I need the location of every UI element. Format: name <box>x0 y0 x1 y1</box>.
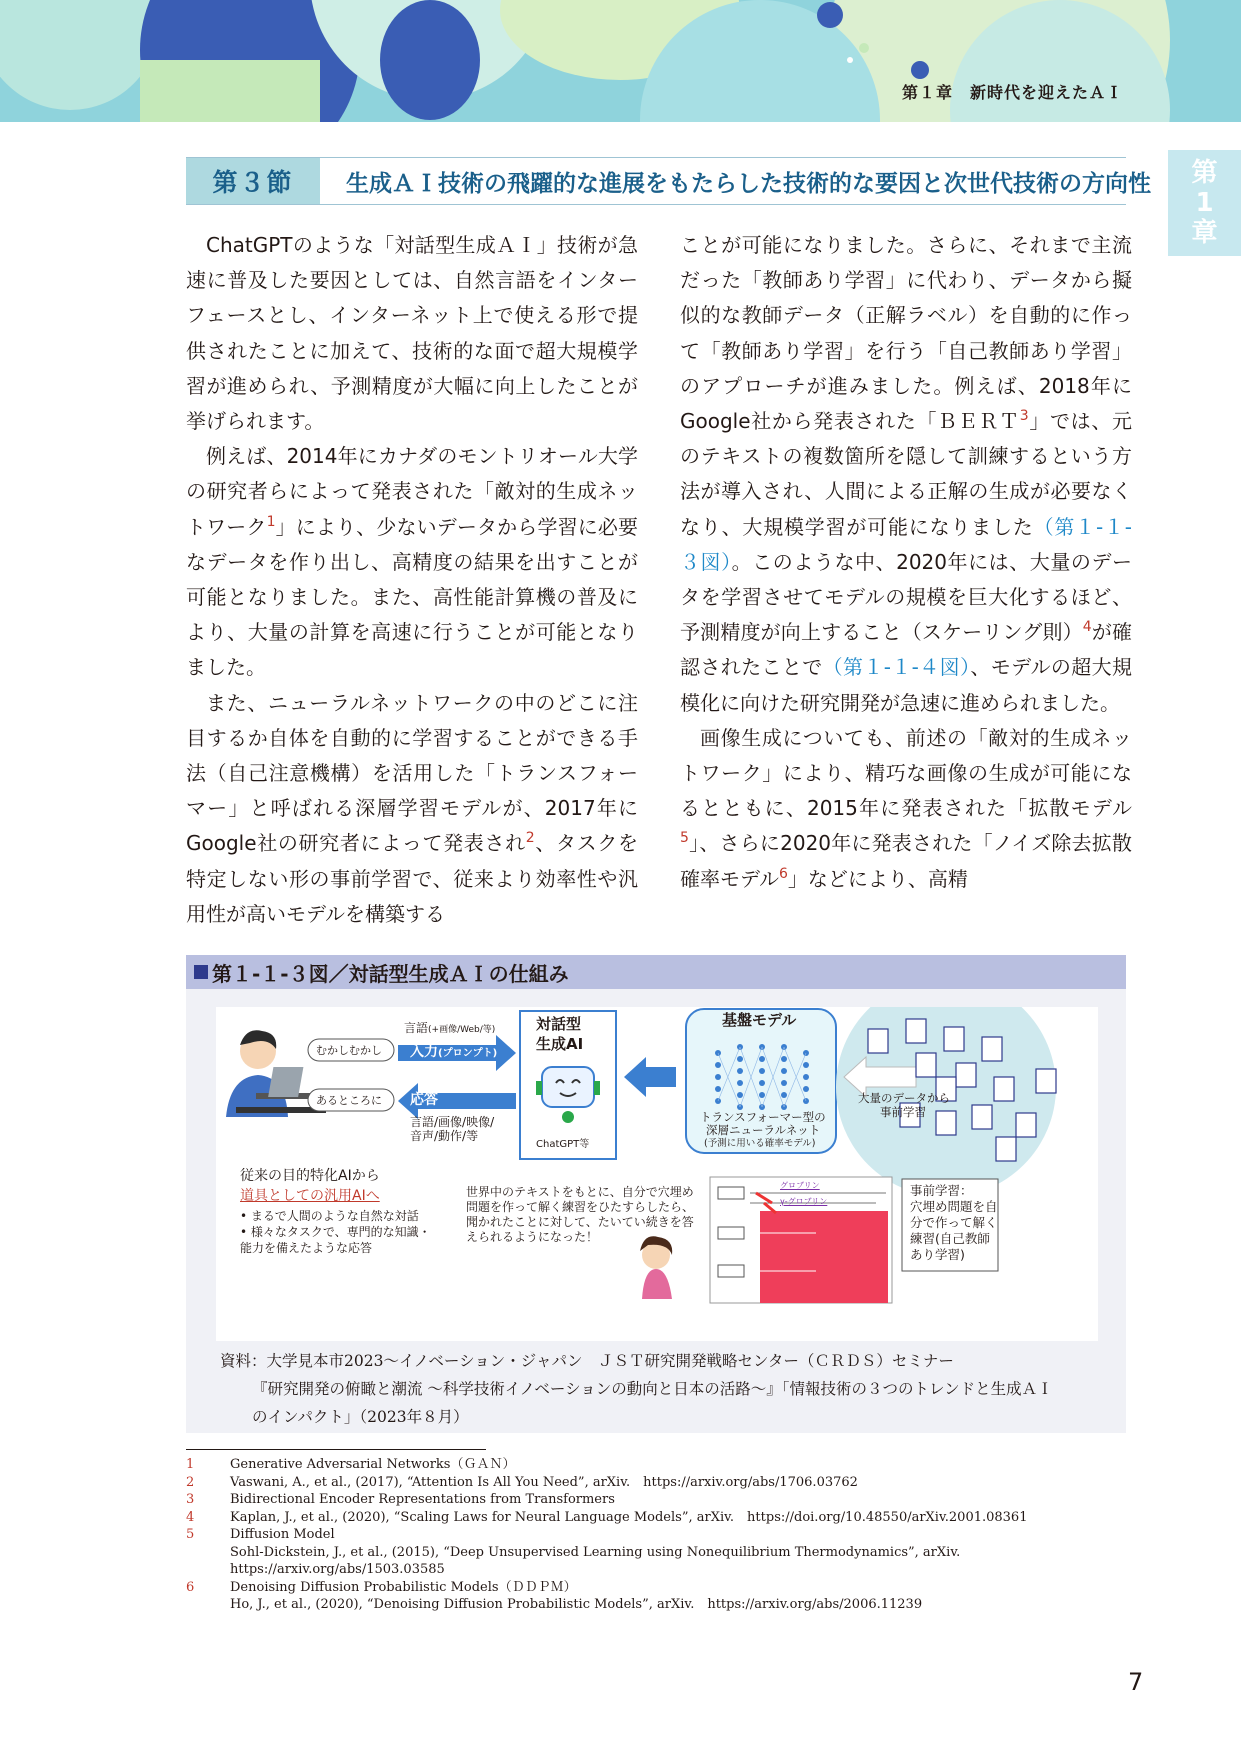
footnote-ref[interactable]: 4 <box>1082 619 1092 636</box>
input-arrow-label <box>410 1045 497 1061</box>
pretrain-box-text: 練習(自己教師 <box>910 1231 990 1246</box>
girl-icon <box>640 1236 672 1299</box>
pretrain-label: 事前学習 <box>880 1105 926 1119</box>
footnotes <box>186 1456 1126 1614</box>
body-column-right <box>680 228 1132 897</box>
input-label <box>404 1021 495 1038</box>
footnote-text[interactable]: Vaswani, A., et al., (2017), “Attention Is All You Need”, arXiv. https://arxiv.org/abs/1706.03762 <box>230 1474 858 1490</box>
figure-ref-link[interactable]: （第１-１-４図） <box>822 655 971 680</box>
figure-diagram <box>216 1007 1098 1341</box>
footnote-ref[interactable]: 6 <box>779 865 788 882</box>
footnote-divider <box>186 1449 486 1450</box>
side-tab-char: 第 <box>1191 158 1218 188</box>
header-banner <box>0 0 1241 122</box>
bullet-item: 能力を備えたような応答 <box>240 1241 373 1255</box>
footnote-item <box>186 1509 1126 1527</box>
sheet-label: γ-グロブリン <box>780 1197 828 1206</box>
mid-text: 問題を作って解く練習をひたすらしたら、 <box>466 1200 695 1214</box>
footnote-item <box>186 1579 1126 1614</box>
bullet-item: • まるで人間のような自然な対話 <box>240 1209 419 1223</box>
text-run: また、ニューラルネットワークの中のどこに注目するか自体を自動的に学習することができる手法（自己注意機構）を活用した「トランスフォーマー」と呼ばれる深層学習モデルが、2017年にGoogle社の研究者によって発表され <box>186 690 638 856</box>
text-run: ことが可能になりました。さらに、それまで主流だった「教師あり学習」に代わり、データから擬似的な教師データ（正解ラベル）を自動的に作って「教師あり学習」を行う「自己教師あり学習」のアプローチが進みました。例えば、2018年にGoogle社から発表された「ＢＥＲＴ <box>680 233 1132 434</box>
section-number: 第３節 <box>186 158 320 204</box>
pretrain-box-text: 分で作って解く <box>910 1215 998 1230</box>
pretrain-box-text: あり学習) <box>910 1247 965 1262</box>
text-run: 」、さらに2020年に発表された「ノイズ除去拡散確率モデル <box>680 831 1132 891</box>
text-run: 」では、元のテキストの複数箇所を隠して訓練するという方法が導入され、人間による正解の生成が必要なくなり、大規模学習が可能になりました <box>680 409 1133 539</box>
mid-text: 世界中のテキストをもとに、自分で穴埋め <box>466 1185 694 1199</box>
footnote-item <box>186 1456 1126 1474</box>
footnote-item <box>186 1526 1126 1579</box>
chat-box-caption: ChatGPT等 <box>536 1139 590 1150</box>
chapter-header: 第１章 新時代を迎えたＡＩ <box>901 83 1123 102</box>
pretrain-box-text: 穴埋め問題を自 <box>910 1199 998 1214</box>
footnote-ref[interactable]: 3 <box>1019 408 1029 425</box>
banner-decoration <box>0 0 1241 122</box>
source-line: 資料：大学見本市2023～イノベーション・ジャパン ＪＳＴ研究開発戦略センター（ＣＲＤＳ）セミナー <box>220 1352 954 1370</box>
pretrain-box-text: 事前学習： <box>910 1183 973 1198</box>
paragraph <box>680 228 1132 721</box>
square-bullet-icon <box>194 965 208 979</box>
text-run: 」により、少ないデータから学習に必要なデータを作り出し、高精度の結果を出すことが可能となりました。また、高性能計算機の普及により、大量の計算を高速に行うことが可能となりました。 <box>186 514 639 680</box>
side-tab-char: 章 <box>1191 218 1218 248</box>
text-run: 、タスクを特定しない形の事前学習で、従来より効率性や汎用性が高いモデルを構築する <box>186 831 639 926</box>
section-heading <box>186 157 1151 205</box>
source-line: 『研究開発の俯瞰と潮流 ～科学技術イノベーションの動向と日本の活路～』「情報技術の３つのトレンドと生成ＡＩ <box>252 1380 1053 1398</box>
chat-box-title: 対話型 <box>536 1015 582 1033</box>
exercise-sheet-icon <box>710 1177 892 1303</box>
footnote-text: Bidirectional Encoder Representations from Transformers <box>230 1492 615 1507</box>
side-tab-char: 1 <box>1195 188 1214 218</box>
pretrain-label: 大量のデータから <box>858 1091 950 1105</box>
figure-ref-link[interactable]: （第１-１-３図） <box>680 514 1133 574</box>
paragraph: ChatGPTのような「対話型生成ＡＩ」技術が急速に普及した要因としては、自然言語をインターフェースとし、インターネット上で使える形で提供されたことに加えて、技術的な面で超大規模学習が進められ、予測精度が大幅に向上したことが挙げられます。 <box>186 233 638 434</box>
footnote-item <box>186 1474 1126 1492</box>
text-run: 」などにより、高精 <box>787 866 968 891</box>
bubble-text: むかしむかし <box>316 1044 382 1057</box>
footnote-number: 6 <box>186 1579 195 1595</box>
bullet-item: • 様々なタスクで、専門的な知識・ <box>240 1225 431 1239</box>
conventional-heading: 従来の目的特化AIから <box>240 1168 380 1184</box>
bubble-text: あるところに <box>316 1094 382 1107</box>
text-run: 画像生成についても、前述の「敵対的生成ネットワーク」により、精巧な画像の生成が可能になるとともに、2015年に発表された「拡散モデル <box>680 725 1132 821</box>
footnote-number: 2 <box>186 1474 195 1490</box>
chat-box-title: 生成AI <box>536 1035 584 1053</box>
mid-text: えられるようになった！ <box>466 1230 599 1244</box>
footnote-text: Denoising Diffusion Probabilistic Models（ＤＤＰＭ） <box>230 1579 577 1595</box>
page-number: 7 <box>1128 1668 1144 1696</box>
source-line: のインパクト」（2023年８月） <box>252 1408 469 1426</box>
footnote-text[interactable]: Kaplan, J., et al., (2020), “Scaling Laws for Neural Language Models”, arXiv. https://doi.org/10.48550/arXiv.2001.08361 <box>230 1509 1028 1525</box>
output-arrow-label: 応答 <box>410 1092 438 1108</box>
footnote-number: 5 <box>186 1527 195 1542</box>
footnote-number: 1 <box>186 1457 195 1472</box>
sheet-label: グロブリン <box>780 1181 820 1190</box>
mid-text: 聞かれたことに対して、たいてい続きを答 <box>466 1215 694 1229</box>
footnote-item <box>186 1491 1126 1509</box>
figure-title: 第１-１-３図／対話型生成ＡＩの仕組み <box>212 961 569 986</box>
output-types: 音声/動作/等 <box>410 1129 479 1143</box>
text-run: (プロンプト) <box>438 1048 498 1059</box>
footnote-number: 4 <box>186 1509 195 1525</box>
footnote-text: Sohl-Dickstein, J., et al., (2015), “Deep Unsupervised Learning using Nonequilibrium Thermodynamics”, arXiv. <box>230 1544 961 1560</box>
paragraph <box>186 686 638 932</box>
base-model-caption: トランスフォーマー型の <box>700 1110 826 1124</box>
base-model-title: 基盤モデル <box>722 1011 797 1029</box>
footnote-text: Generative Adversarial Networks（ＧＡＮ） <box>230 1457 516 1472</box>
paragraph <box>680 721 1132 897</box>
text-run: 例えば、2014年にカナダのモントリオール大学の研究者らによって発表された「敵対的生成ネットワーク <box>186 444 638 539</box>
text-run: (+画像/Web/等) <box>428 1025 496 1035</box>
figure-source <box>220 1347 1100 1431</box>
text-run: 言語 <box>404 1021 429 1035</box>
paragraph <box>186 439 638 685</box>
footnote-number: 3 <box>186 1492 195 1507</box>
figure-panel <box>186 955 1126 1433</box>
footnote-ref[interactable]: 1 <box>266 513 276 530</box>
section-title: 生成ＡＩ技術の飛躍的な進展をもたらした技術的な要因と次世代技術の方向性 <box>346 170 1151 197</box>
text-run: 入力 <box>410 1044 438 1060</box>
footnote-ref[interactable]: 5 <box>680 830 689 847</box>
output-types: 言語/画像/映像/ <box>410 1115 495 1129</box>
text-run: 。このような中、2020年には、大量のデータを学習させてモデルの規模を巨大化するほど、予測精度が向上すること（スケーリング則） <box>680 549 1132 645</box>
footnote-text: Diffusion Model <box>230 1527 335 1542</box>
base-model-caption: (予測に用いる確率モデル) <box>704 1138 816 1149</box>
text-run: が確認されたことで <box>680 620 1133 680</box>
chapter-side-tab <box>1168 150 1241 256</box>
body-column-left <box>186 228 638 932</box>
figure-title-bar <box>186 955 1126 989</box>
footnote-ref[interactable]: 2 <box>525 830 535 847</box>
base-model-caption: 深層ニューラルネット <box>706 1123 821 1137</box>
footnote-text[interactable]: Ho, J., et al., (2020), “Denoising Diffusion Probabilistic Models”, arXiv. https://arxiv.org/abs/2006.11239 <box>230 1597 923 1612</box>
conventional-heading-highlight: 道具としての汎用AIへ <box>240 1188 380 1204</box>
footnote-text[interactable]: https://arxiv.org/abs/1503.03585 <box>230 1562 445 1577</box>
text-run: 、モデルの超大規模化に向けた研究開発が急速に進められました。 <box>680 655 1133 715</box>
